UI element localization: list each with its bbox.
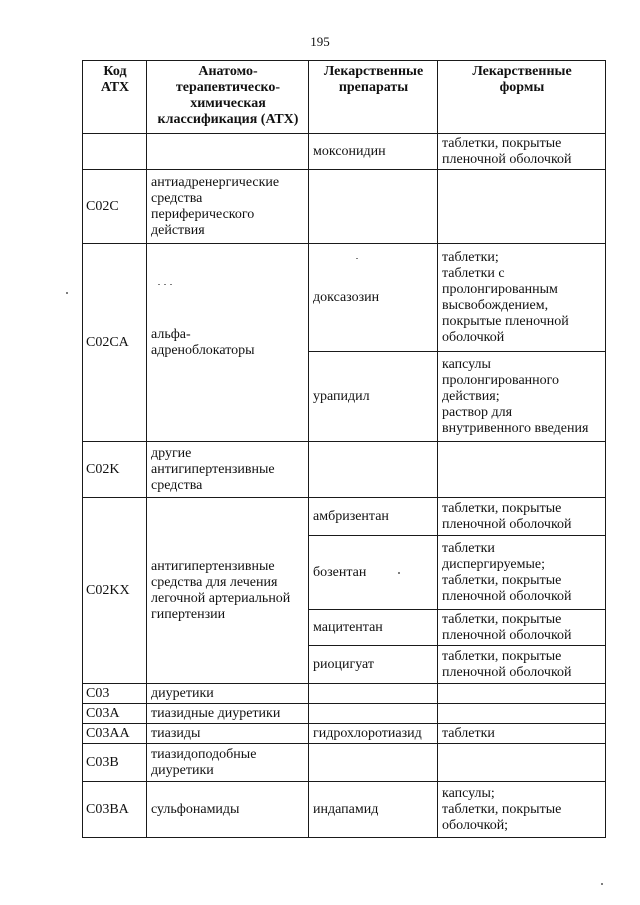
page-number: 195	[310, 34, 330, 49]
drug-cell: риоцигуат	[309, 646, 438, 684]
header-drugs: Лекарственные препараты	[309, 61, 438, 134]
classification-cell: антиадренергические средства периферического действия	[147, 170, 309, 244]
scan-speck	[356, 258, 358, 259]
drug-cell: мацитентан	[309, 610, 438, 646]
classification-cell: сульфонамиды	[147, 782, 309, 838]
table-row	[83, 724, 606, 744]
header-forms: Лекарственные формы	[438, 61, 606, 134]
scan-speck	[398, 572, 400, 574]
form-cell	[438, 170, 606, 244]
scan-speck	[601, 883, 603, 885]
classification-cell	[147, 134, 309, 170]
drug-cell: урапидил	[309, 352, 438, 442]
drug-cell: моксонидин	[309, 134, 438, 170]
drug-cell	[309, 744, 438, 782]
form-cell: таблетки, покрытые пленочной оболочкой	[438, 134, 606, 170]
classification-cell: тиазиды	[147, 724, 309, 744]
drug-cell: индапамид	[309, 782, 438, 838]
table-row	[83, 704, 606, 724]
table-row	[83, 744, 606, 782]
form-cell: таблетки, покрытые пленочной оболочкой	[438, 498, 606, 536]
code-cell: C03BA	[83, 782, 147, 838]
scan-speck	[170, 284, 172, 285]
form-cell: таблетки	[438, 724, 606, 744]
table-row	[83, 244, 606, 352]
form-cell: таблетки диспергируемые; таблетки, покрытые пленочной оболочкой	[438, 536, 606, 610]
drug-cell	[309, 684, 438, 704]
code-cell: C03B	[83, 744, 147, 782]
code-cell: C02K	[83, 442, 147, 498]
form-cell: капсулы; таблетки, покрытые оболочкой;	[438, 782, 606, 838]
header-code: Код АТХ	[83, 61, 147, 134]
scan-speck	[158, 284, 160, 285]
table-row	[83, 442, 606, 498]
code-cell	[83, 134, 147, 170]
form-cell	[438, 704, 606, 724]
drug-cell: доксазозин	[309, 244, 438, 352]
form-cell	[438, 684, 606, 704]
classification-cell: альфа- адреноблокаторы	[147, 244, 309, 442]
drug-cell	[309, 170, 438, 244]
table-row	[83, 684, 606, 704]
code-cell: C03AA	[83, 724, 147, 744]
table-header-row	[83, 61, 606, 134]
drug-cell: амбризентан	[309, 498, 438, 536]
classification-cell: тиазидные диуретики	[147, 704, 309, 724]
table-row	[83, 134, 606, 170]
form-cell: капсулы пролонгированного действия; раствор для внутривенного введения	[438, 352, 606, 442]
scan-speck	[66, 292, 68, 294]
classification-cell: диуретики	[147, 684, 309, 704]
drug-cell: бозентан	[309, 536, 438, 610]
classification-cell: антигипертензивные средства для лечения легочной артериальной гипертензии	[147, 498, 309, 684]
code-cell: C02KX	[83, 498, 147, 684]
form-cell	[438, 442, 606, 498]
code-cell: C02CA	[83, 244, 147, 442]
form-cell: таблетки, покрытые пленочной оболочкой	[438, 610, 606, 646]
atx-table	[82, 60, 606, 838]
form-cell: таблетки, покрытые пленочной оболочкой	[438, 646, 606, 684]
drug-cell	[309, 704, 438, 724]
table-row	[83, 782, 606, 838]
code-cell: C02C	[83, 170, 147, 244]
form-cell: таблетки; таблетки с пролонгированным высвобождением, покрытые пленочной оболочкой	[438, 244, 606, 352]
drug-cell	[309, 442, 438, 498]
table-row	[83, 170, 606, 244]
code-cell: C03	[83, 684, 147, 704]
classification-cell: другие антигипертензивные средства	[147, 442, 309, 498]
scan-speck	[164, 284, 166, 285]
classification-cell: тиазидоподобные диуретики	[147, 744, 309, 782]
table-row	[83, 498, 606, 536]
code-cell: C03A	[83, 704, 147, 724]
drug-cell: гидрохлоротиазид	[309, 724, 438, 744]
form-cell	[438, 744, 606, 782]
header-classification: Анатомо- терапевтическо- химическая классификация (АТХ)	[147, 61, 309, 134]
